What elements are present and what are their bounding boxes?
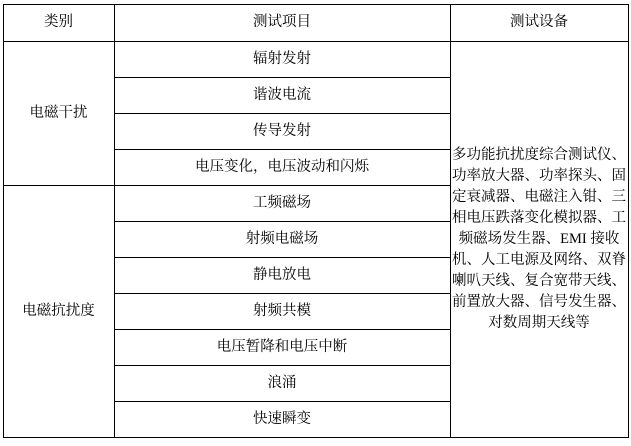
test-item: 传导发射 <box>114 114 450 150</box>
test-item: 静电放电 <box>114 258 450 294</box>
test-item: 快速瞬变 <box>114 402 450 438</box>
test-item: 射频共模 <box>114 294 450 330</box>
table-header-row <box>3 5 628 42</box>
header-test-item: 测试项目 <box>114 5 450 42</box>
header-test-equipment: 测试设备 <box>450 5 628 42</box>
test-item: 辐射发射 <box>114 42 450 78</box>
test-item: 工频磁场 <box>114 186 450 222</box>
category-electromagnetic-immunity: 电磁抗扰度 <box>3 186 114 438</box>
table-row <box>3 42 628 78</box>
test-item: 电压变化，电压波动和闪烁 <box>114 150 450 186</box>
test-item: 电压暂降和电压中断 <box>114 330 450 366</box>
equipment-list <box>450 42 628 438</box>
test-items-table <box>3 4 629 438</box>
test-item: 射频电磁场 <box>114 222 450 258</box>
test-item: 谐波电流 <box>114 78 450 114</box>
equipment-text: 多功能抗扰度综合测试仪、功率放大器、功率探头、固定衰减器、电磁注入钳、三相电压跌落变化模拟器、工频磁场发生器、EMI 接收机、人工电源及网络、双脊喇叭天线、复合宽带天线、前置放大器、信号发生器、对数周期天线等 <box>452 146 626 332</box>
category-electromagnetic-interference: 电磁干扰 <box>3 42 114 186</box>
header-category: 类别 <box>3 5 114 42</box>
test-item: 浪涌 <box>114 366 450 402</box>
